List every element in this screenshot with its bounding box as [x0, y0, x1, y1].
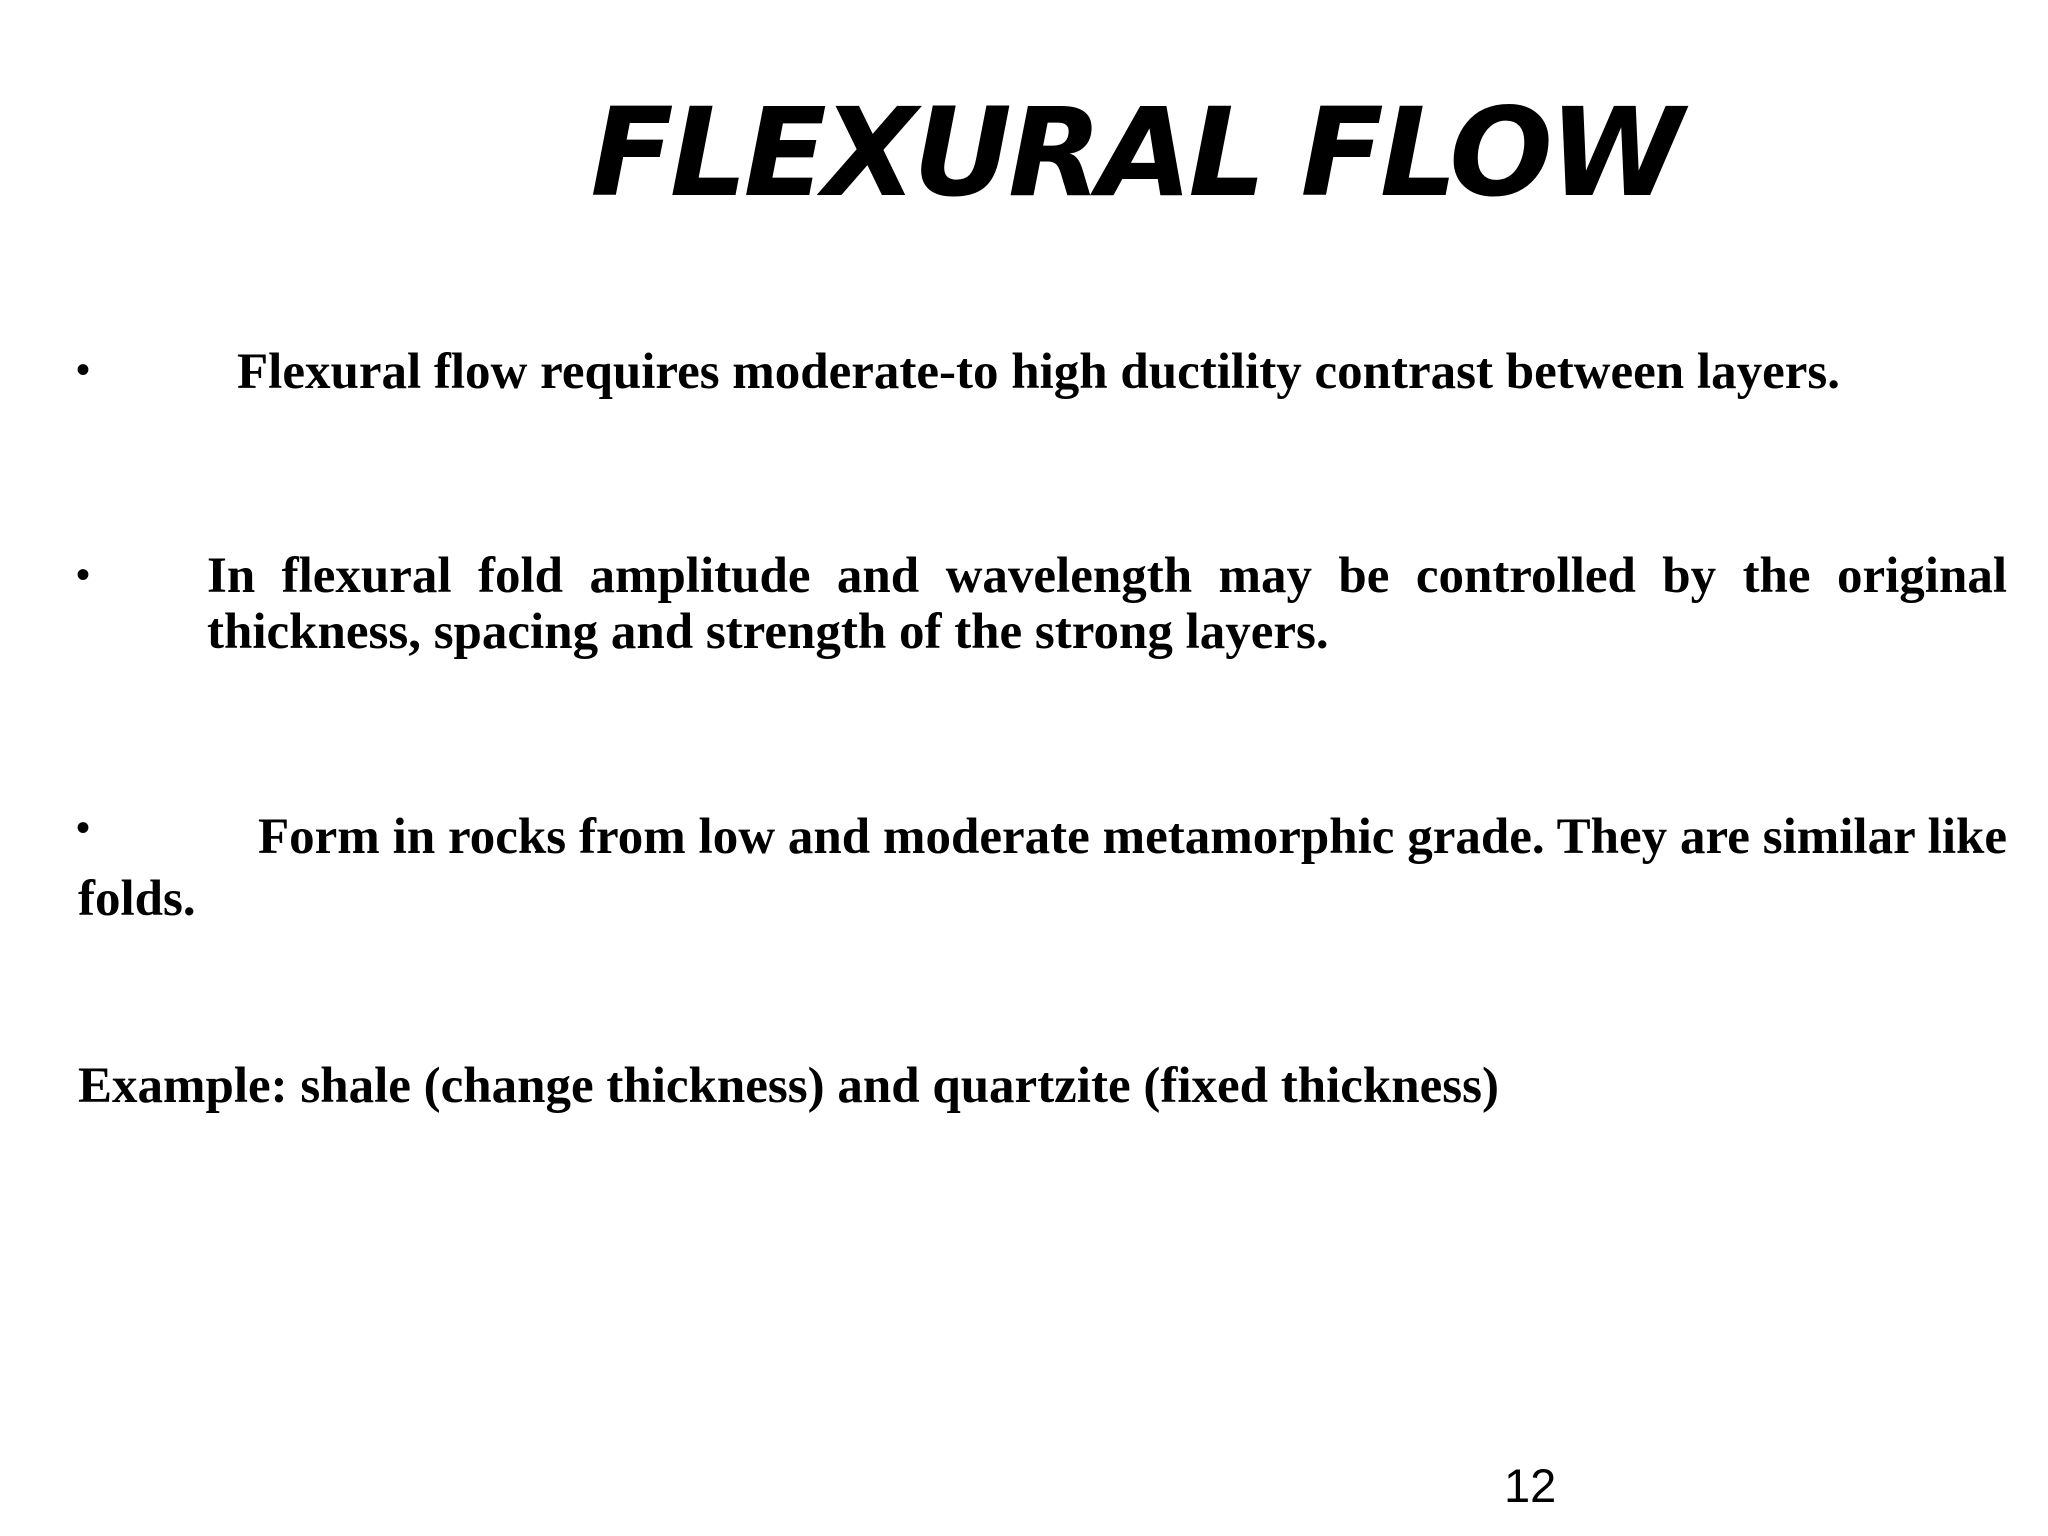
bullet-text: Flexural flow requires moderate-to high ductility contrast between layers. — [237, 344, 1840, 400]
bullet-marker: • — [76, 347, 91, 392]
bullet-marker: • — [76, 805, 91, 850]
slide-title: FLEXURAL FLOW — [590, 82, 1680, 224]
bullet-marker: • — [76, 552, 91, 597]
bullet-text-amplitude: In flexural fold amplitude and wavelength may be controlled by the original thickness, spacing and strength of the strong layers. — [207, 548, 2007, 660]
page-number: 12 — [1504, 1459, 1557, 1512]
bullet-text-ductility — [207, 344, 2007, 400]
bullet-text-metamorphic: Form in rocks from low and moderate metamorphic grade. They are similar like folds. — [78, 809, 2007, 927]
example-text: Example: shale (change thickness) and quartzite (fixed thickness) — [78, 1058, 1499, 1114]
